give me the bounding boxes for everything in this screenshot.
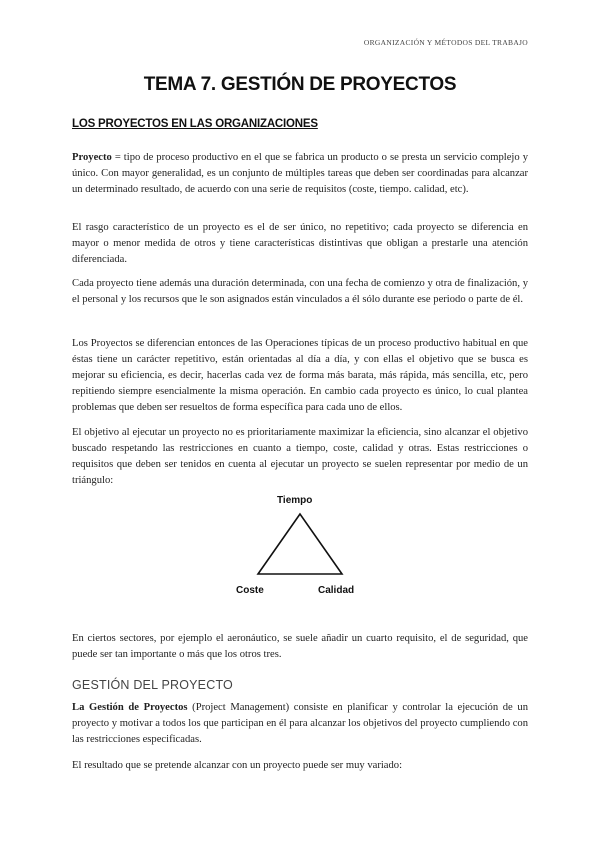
term-proyecto: Proyecto (72, 152, 112, 163)
paragraph-seguridad: En ciertos sectores, por ejemplo el aeronáutico, se suele añadir un cuarto requisito, el de seguridad, que puede ser tan importante o más que los otros tres. (72, 633, 528, 660)
triangle-shape (258, 514, 342, 574)
paragraph-text: = tipo de proceso productivo en el que se fabrica un producto o se presta un servicio complejo y único. Con mayor generalidad, es un conjunto de múltiples tareas que deben ser coordinadas para alcanzar un determinado resultado, de acuerdo con una serie de requisitos (coste, tiempo. calidad, etc). (72, 152, 528, 195)
section-heading: LOS PROYECTOS EN LAS ORGANIZACIONES (72, 118, 318, 130)
paragraph-proyecto-definition (72, 150, 528, 198)
label-calidad: Calidad (318, 585, 355, 596)
subheading-gestion: GESTIÓN DEL PROYECTO (72, 678, 233, 692)
page-title: TEMA 7. GESTIÓN DE PROYECTOS (143, 74, 457, 95)
paragraph-rasgo: El rasgo característico de un proyecto es el de ser único, no repetitivo; cada proyecto se diferencia en mayor o menor medida de otros y tiene características distintivas que obligan a prestarle una atención diferenciada. (72, 222, 528, 265)
paragraph-objetivo: El objetivo al ejecutar un proyecto no es prioritariamente maximizar la eficiencia, sino alcanzar el objetivo buscado respetando las restricciones en cuanto a tiempo, coste, calidad y otras. Estas restricciones o requisitos que deben ser tenidos en cuenta al ejecutar un proyecto se suelen representar por medio de un triángulo: (72, 427, 528, 486)
running-header: ORGANIZACIÓN Y MÉTODOS DEL TRABAJO (363, 38, 528, 47)
label-tiempo: Tiempo (277, 495, 313, 506)
paragraph-resultado: El resultado que se pretende alcanzar con un proyecto puede ser muy variado: (72, 760, 403, 771)
label-coste: Coste (236, 585, 264, 596)
paragraph-text: (Project Management) consiste en planificar y controlar la ejecución de un proyecto y motivar a todos los que participan en él para alcanzar los objetivos del proyecto cumpliendo con las restricciones especificadas. (72, 702, 528, 745)
triangle-diagram (230, 492, 370, 602)
paragraph-duracion: Cada proyecto tiene además una duración determinada, con una fecha de comienzo y otra de finalización, y el personal y los recursos que le son asignados están vinculados a él sólo durante ese periodo o parte de él. (72, 278, 528, 305)
term-gestion-proyectos: La Gestión de Proyectos (72, 702, 188, 713)
paragraph-operaciones: Los Proyectos se diferencian entonces de las Operaciones típicas de un proceso productivo habitual en que éstas tiene un carácter repetitivo, están orientadas al día a día, y con ellas el objetivo que se busca es mejorar su eficiencia, es decir, hacerlas cada vez de forma más barata, más rápida, más sencilla, etc, pero repitiendo siempre esencialmente la misma operación. En cambio cada proyecto es único, lo cual plantea problemas que deben ser resueltos de forma específica para cada uno de ellos. (72, 338, 528, 413)
paragraph-gestion-definition (72, 700, 528, 748)
